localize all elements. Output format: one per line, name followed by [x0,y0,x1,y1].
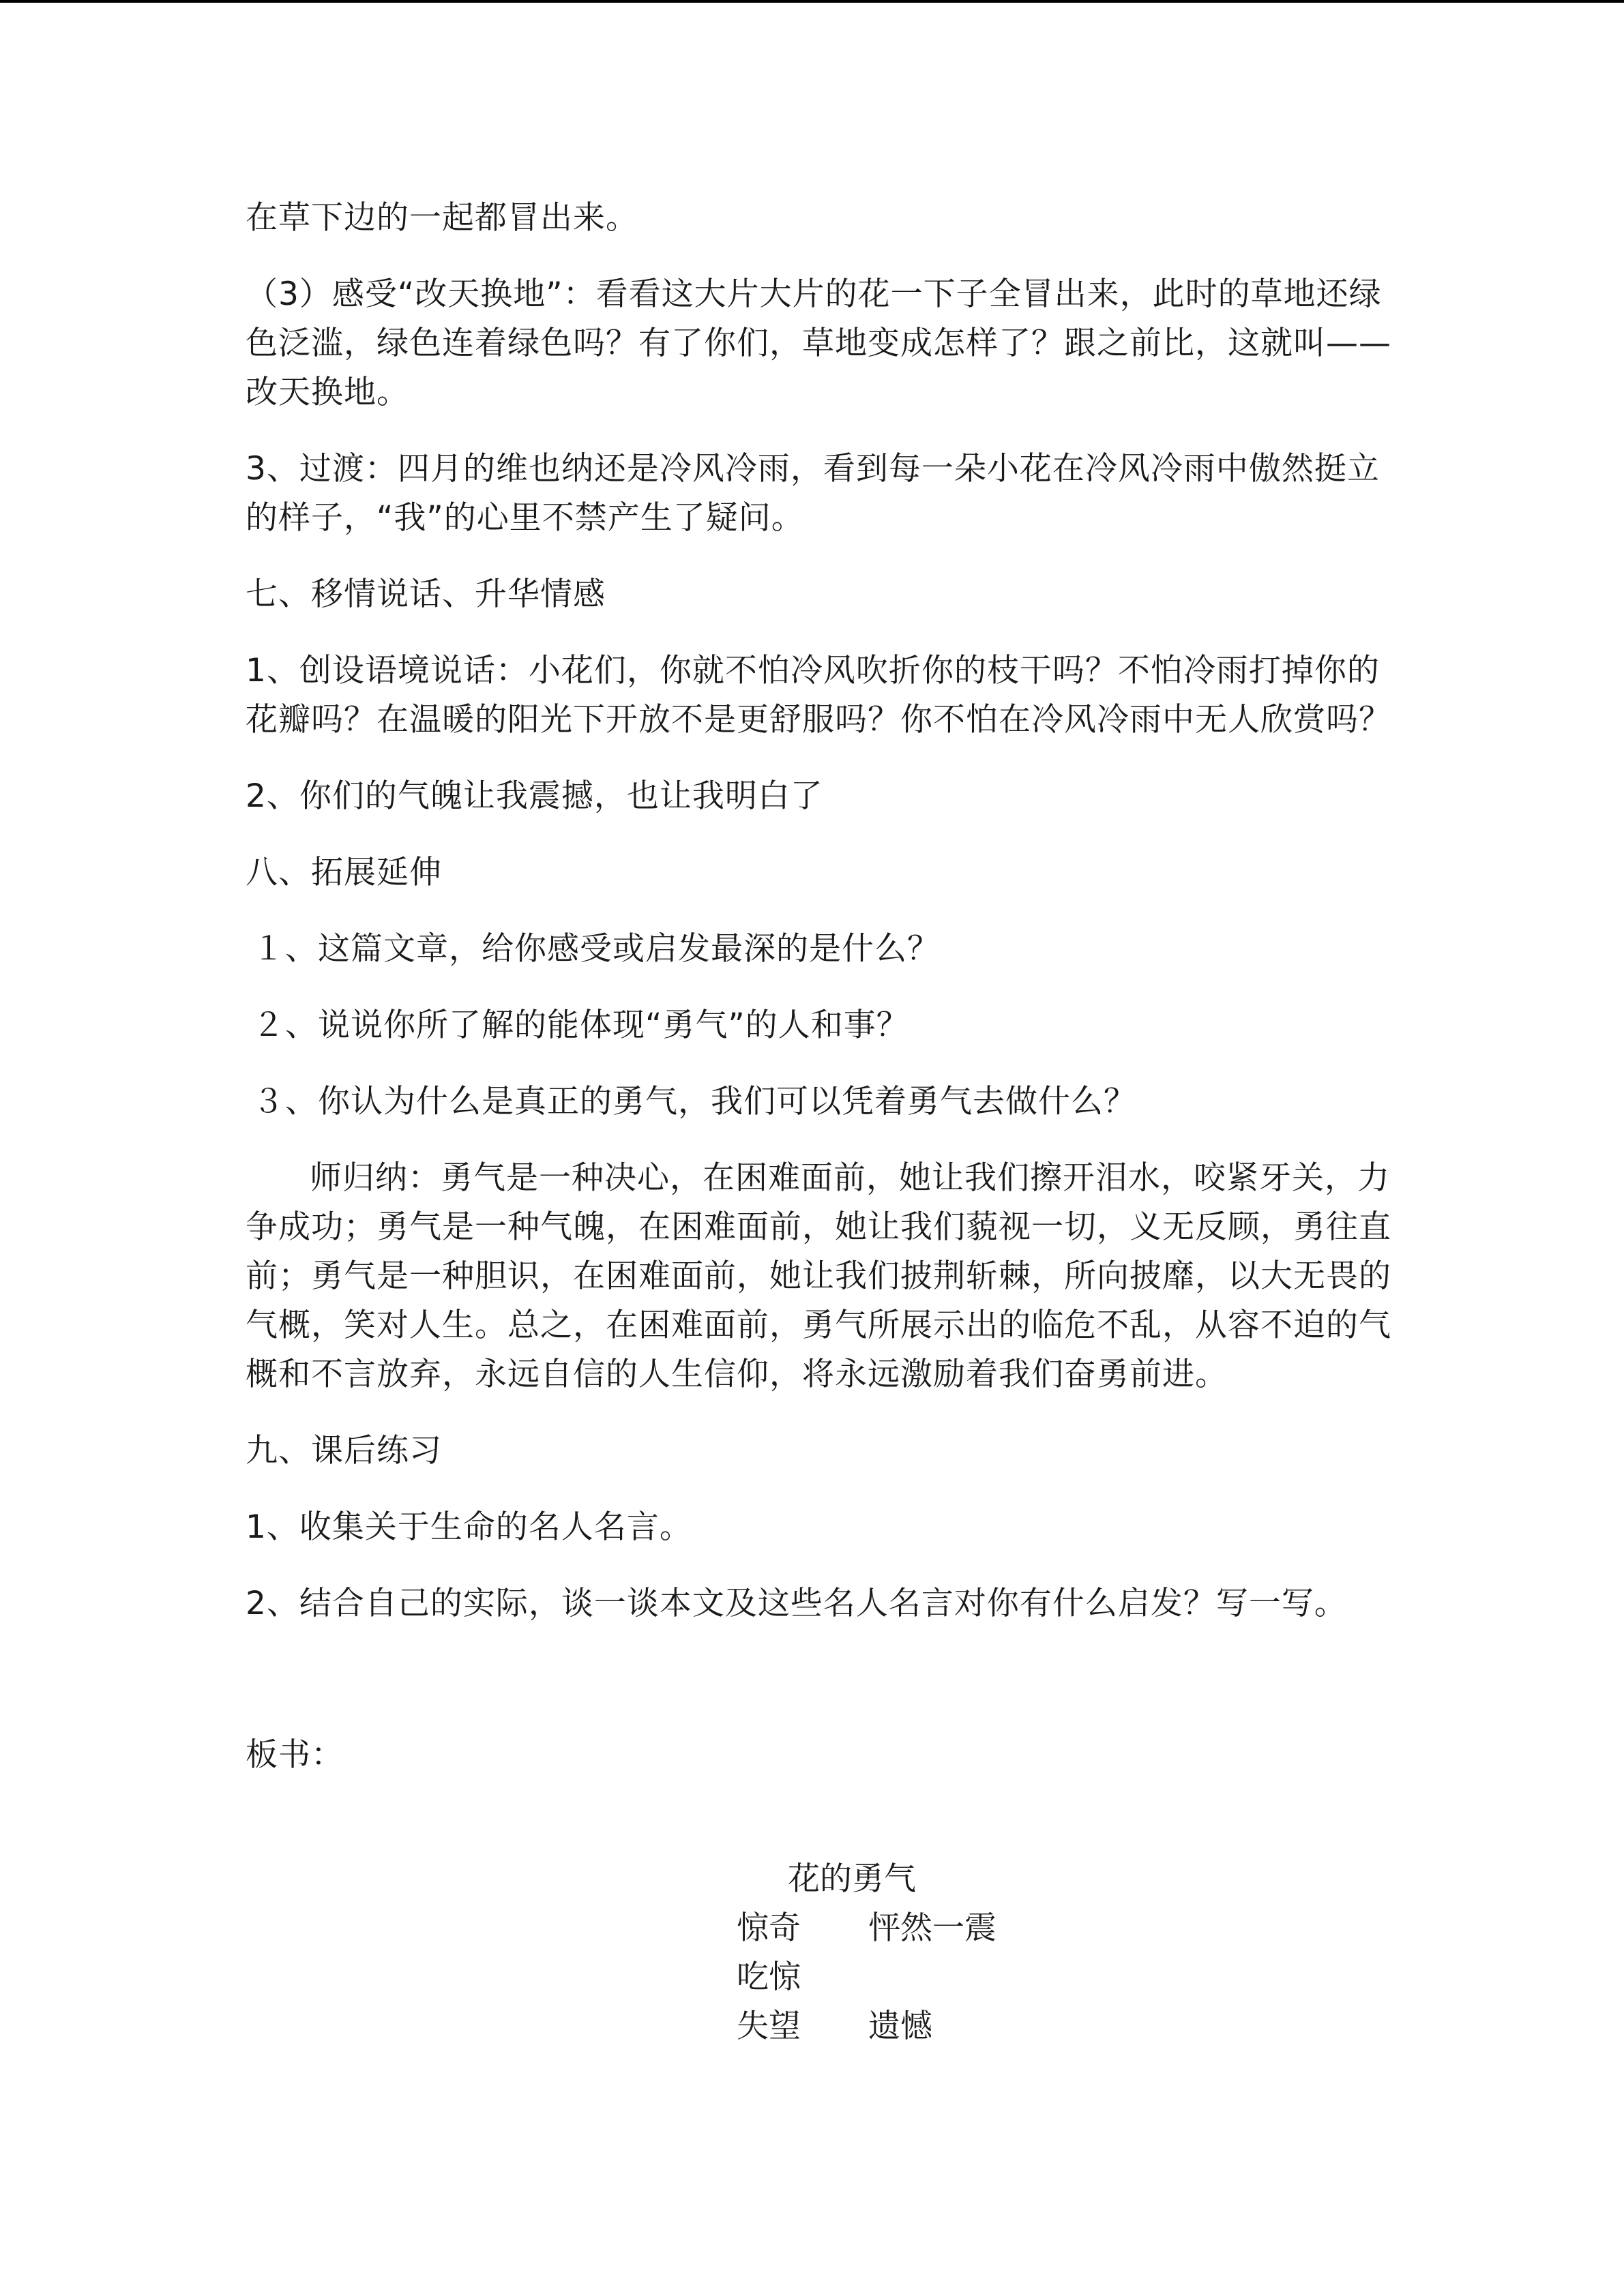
blackboard-left-term: 失望 [737,2008,801,2045]
paragraph-context-speaking: 1、创设语境说话：小花们，你就不怕冷风吹折你的枝干吗？不怕冷雨打掉你的花瓣吗？在温暖的阳光下开放不是更舒服吗？你不怕在冷风冷雨中无人欣赏吗？ [246,652,1391,739]
paragraph-change-heaven-earth: （3）感受“改天换地”：看看这大片大片的花一下子全冒出来，此时的草地还绿色泛滥，绿色连着绿色吗？有了你们，草地变成怎样了？跟之前比，这就叫——改天换地。 [246,275,1391,411]
question-two: ２、说说你所了解的能体现“勇气”的人和事？ [252,1007,909,1044]
paragraph-continuation: 在草下边的一起都冒出来。 [246,199,638,237]
teacher-summary: 师归纳：勇气是一种决心，在困难面前，她让我们擦开泪水，咬紧牙关，力争成功；勇气是一种气魄，在困难面前，她让我们藐视一切，义无反顾，勇往直前；勇气是一种胆识，在困难面前，她让我们披荆斩棘，所向披靡，以大无畏的气概，笑对人生。总之，在困难面前，勇气所展示出的临危不乱，从容不迫的气概和不言放弃，永远自信的人生信仰，将永远激励着我们奋勇前进。 [246,1159,1391,1393]
document-body [246,194,1391,1807]
blackboard-row [737,1953,801,2002]
paragraph-transition: 3、过渡：四月的维也纳还是冷风冷雨，看到每一朵小花在冷风冷雨中傲然挺立的样子，“我”的心里不禁产生了疑问。 [246,450,1380,537]
page-top-border [0,0,1624,3]
section-heading-seven: 七、移情说话、升华情感 [246,576,606,613]
blackboard-row [737,2002,932,2051]
blackboard-left-term: 吃惊 [737,1958,801,1996]
blackboard-title: 花的勇气 [788,1860,916,1898]
blackboard-right-term: 怦然一震 [868,1909,996,1947]
section-heading-eight: 八、拓展延伸 [246,854,442,891]
section-heading-nine: 九、课后练习 [246,1432,442,1470]
blackboard-left-term: 惊奇 [737,1909,801,1947]
exercise-two: 2、结合自己的实际，谈一谈本文及这些名人名言对你有什么启发？写一写。 [246,1585,1347,1622]
question-one: １、这篇文章，给你感受或启发最深的是什么？ [252,930,940,968]
question-three: ３、你认为什么是真正的勇气，我们可以凭着勇气去做什么？ [252,1083,1136,1120]
blackboard-right-term: 遗憾 [868,2008,932,2045]
blackboard-row [737,1904,996,1953]
exercise-one: 1、收集关于生命的名人名言。 [246,1508,692,1546]
paragraph-courage-understand: 2、你们的气魄让我震撼，也让我明白了 [246,777,823,815]
blackboard-label: 板书： [246,1736,344,1774]
